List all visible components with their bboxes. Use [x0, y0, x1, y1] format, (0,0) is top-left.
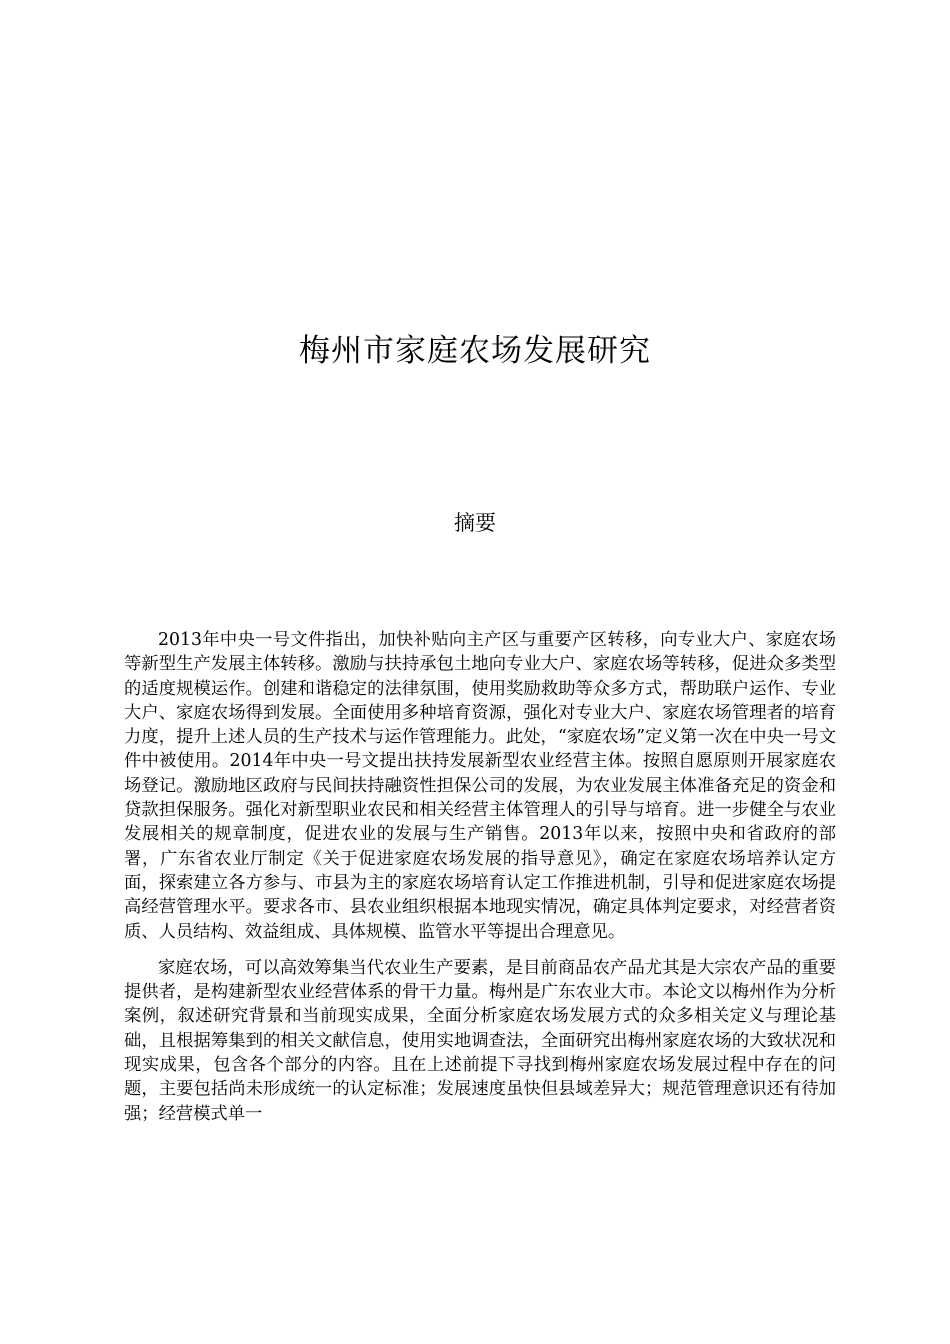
abstract-heading: 摘要	[454, 511, 496, 535]
abstract-paragraph-1: 2013年中央一号文件指出，加快补贴向主产区与重要产区转移，向专业大户、家庭农场等新型生产发展主体转移。激励与扶持承包土地向专业大户、家庭农场等转移，促进众多类型的适度规模运作。创建和谐稳定的法律氛围，使用奖励救助等众多方式，帮助联户运作、专业大户、家庭农场得到发展。全面使用多种培育资源，强化对专业大户、家庭农场管理者的培育力度，提升上述人员的生产技术与运作管理能力。此处，“家庭农场”定义第一次在中央一号文件中被使用。2014年中央一号文提出扶持发展新型农业经营主体。按照自愿原则开展家庭农场登记。激励地区政府与民间扶持融资性担保公司的发展，为农业发展主体准备充足的资金和贷款担保服务。强化对新型职业农民和相关经营主体管理人的引导与培育。进一步健全与农业发展相关的规章制度，促进农业的发展与生产销售。2013年以来，按照中央和省政府的部署，广东省农业厅制定《关于促进家庭农场发展的指导意见》，确定在家庭农场培养认定方面，探索建立各方参与、市县为主的家庭农场培育认定工作推进机制，引导和促进家庭农场提高经营管理水平。要求各市、县农业组织根据本地现实情况，确定具体判定要求，对经营者资质、人员结构、效益组成、具体规模、监管水平等提出合理意见。	[124, 630, 836, 942]
paper-title: 梅州市家庭农场发展研究	[299, 333, 651, 369]
abstract-paragraph-2: 家庭农场，可以高效筹集当代农业生产要素，是目前商品农产品尤其是大宗农产品的重要提供者，是构建新型农业经营体系的骨干力量。梅州是广东农业大市。本论文以梅州作为分析案例，叙述研究背景和当前现实成果，全面分析家庭农场发展方式的众多相关定义与理论基础，且根据筹集到的相关文献信息，使用实地调查法，全面研究出梅州家庭农场的大致状况和现实成果，包含各个部分的内容。且在上述前提下寻找到梅州家庭农场发展过程中存在的问题，主要包括尚未形成统一的认定标准；发展速度虽快但县域差异大；规范管理意识还有待加强；经营模式单一	[124, 957, 836, 1124]
abstract-body	[124, 628, 836, 1138]
